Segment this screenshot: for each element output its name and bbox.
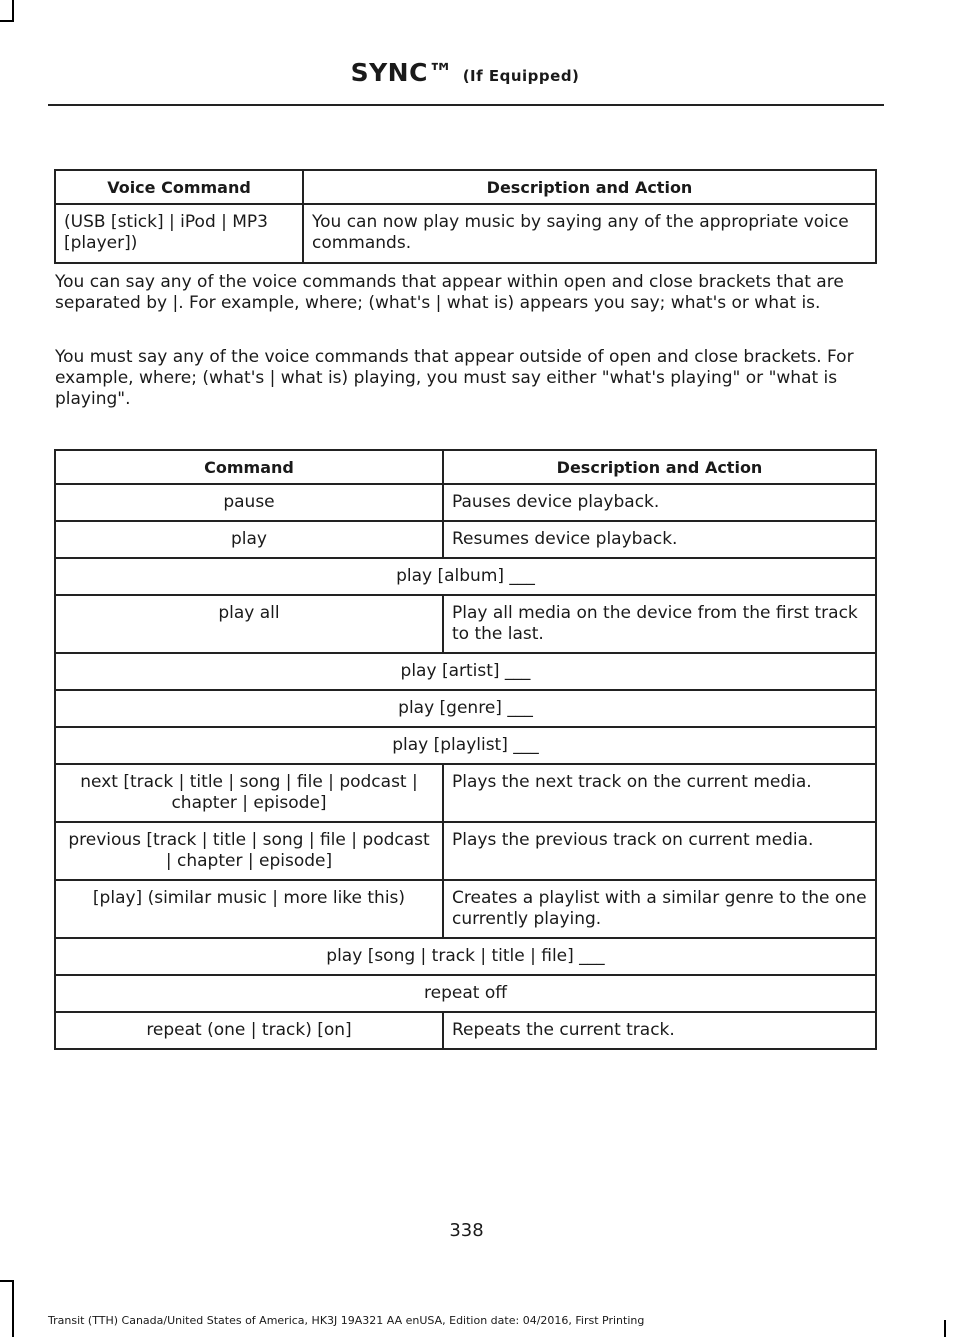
description-cell: Creates a playlist with a similar genre to the one currently playing. xyxy=(443,880,876,938)
header-title: SYNC™ xyxy=(350,58,454,87)
column-header: Description and Action xyxy=(443,450,876,484)
description-cell: Play all media on the device from the first track to the last. xyxy=(443,595,876,653)
command-cell: pause xyxy=(55,484,443,521)
crop-mark xyxy=(0,1280,14,1282)
table-row xyxy=(55,484,876,521)
command-cell: previous [track | title | song | file | podcast | chapter | episode] xyxy=(55,822,443,880)
header-subtitle: (If Equipped) xyxy=(462,67,580,85)
table-row xyxy=(55,764,876,822)
header-divider xyxy=(48,104,884,106)
command-cell: play xyxy=(55,521,443,558)
body-paragraph: You can say any of the voice commands that appear within open and close brackets that are separated by |. For example, where; (what's | what is) appears you say; what's or what is. xyxy=(55,272,844,313)
description-cell: Plays the previous track on current media. xyxy=(443,822,876,880)
table-row xyxy=(55,1012,876,1049)
command-span-cell: repeat off xyxy=(55,975,876,1012)
table-row xyxy=(55,880,876,938)
page-number: 338 xyxy=(449,1220,484,1241)
column-header: Voice Command xyxy=(55,170,303,204)
command-table xyxy=(54,449,877,1050)
command-span-cell: play [artist] ___ xyxy=(55,653,876,690)
crop-mark xyxy=(0,20,14,22)
command-cell: repeat (one | track) [on] xyxy=(55,1012,443,1049)
description-cell: Plays the next track on the current media. xyxy=(443,764,876,822)
description-cell: You can now play music by saying any of the appropriate voice commands. xyxy=(303,204,876,263)
crop-mark xyxy=(12,1280,14,1337)
voice-command-table xyxy=(54,169,877,264)
table-row xyxy=(55,595,876,653)
footer-text: Transit (TTH) Canada/United States of America, HK3J 19A321 AA enUSA, Edition date: 04/2016, First Printing xyxy=(48,1314,645,1327)
table-row xyxy=(55,521,876,558)
crop-mark xyxy=(12,0,14,22)
description-cell: Repeats the current track. xyxy=(443,1012,876,1049)
table-row xyxy=(55,653,876,690)
command-span-cell: play [playlist] ___ xyxy=(55,727,876,764)
command-cell: play all xyxy=(55,595,443,653)
column-header: Description and Action xyxy=(303,170,876,204)
description-cell: Pauses device playback. xyxy=(443,484,876,521)
table-row xyxy=(55,975,876,1012)
table-header-row xyxy=(55,170,876,204)
page-header xyxy=(0,58,930,87)
command-cell: (USB [stick] | iPod | MP3 [player]) xyxy=(55,204,303,263)
column-header: Command xyxy=(55,450,443,484)
table-row xyxy=(55,204,876,263)
table-row xyxy=(55,938,876,975)
command-span-cell: play [genre] ___ xyxy=(55,690,876,727)
description-cell: Resumes device playback. xyxy=(443,521,876,558)
table-row xyxy=(55,822,876,880)
command-span-cell: play [song | track | title | file] ___ xyxy=(55,938,876,975)
table-row xyxy=(55,727,876,764)
body-paragraph: You must say any of the voice commands that appear outside of open and close brackets. For example, where; (what's | what is) playing, you must say either "what's playing" or "what is playing". xyxy=(55,347,854,409)
command-cell: next [track | title | song | file | podcast | chapter | episode] xyxy=(55,764,443,822)
command-span-cell: play [album] ___ xyxy=(55,558,876,595)
table-header-row xyxy=(55,450,876,484)
table-row xyxy=(55,690,876,727)
crop-mark xyxy=(944,1320,946,1337)
table-row xyxy=(55,558,876,595)
command-cell: [play] (similar music | more like this) xyxy=(55,880,443,938)
